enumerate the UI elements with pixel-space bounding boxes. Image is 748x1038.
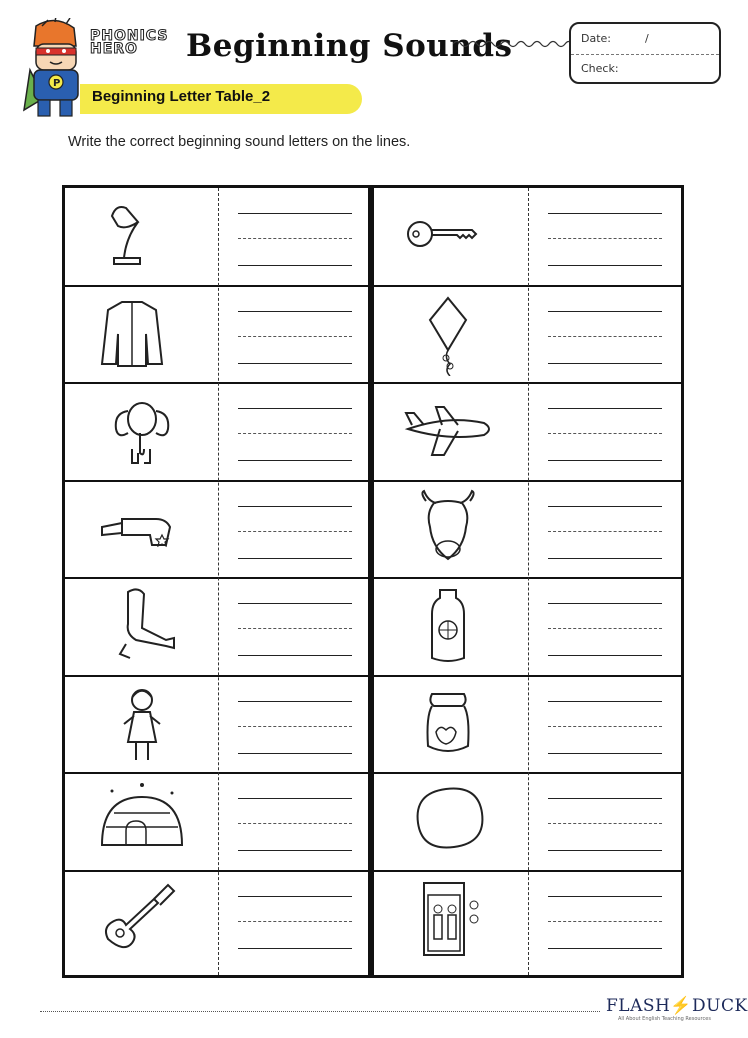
writing-mid-dashed-line — [548, 726, 662, 727]
logo-part-2: DUCK — [692, 996, 748, 1016]
row-separator — [62, 382, 684, 384]
igloo-icon — [92, 779, 192, 863]
writing-lines[interactable] — [548, 603, 662, 663]
writing-base-line — [238, 948, 352, 949]
writing-base-line — [238, 753, 352, 754]
writing-base-line — [238, 363, 352, 364]
kite-icon — [398, 292, 498, 376]
writing-lines[interactable] — [548, 213, 662, 273]
writing-top-line — [238, 798, 352, 799]
writing-mid-dashed-line — [238, 628, 352, 629]
writing-top-line — [548, 701, 662, 702]
writing-base-line — [548, 558, 662, 559]
writing-mid-dashed-line — [238, 823, 352, 824]
writing-base-line — [548, 265, 662, 266]
writing-base-line — [548, 850, 662, 851]
writing-top-line — [238, 603, 352, 604]
guitar-icon — [92, 877, 192, 961]
writing-top-line — [548, 798, 662, 799]
writing-mid-dashed-line — [548, 531, 662, 532]
writing-mid-dashed-line — [548, 238, 662, 239]
key-icon — [398, 194, 498, 278]
writing-top-line — [238, 701, 352, 702]
footer-divider — [40, 1011, 600, 1012]
writing-lines[interactable] — [548, 311, 662, 371]
writing-lines[interactable] — [548, 506, 662, 566]
row-separator — [62, 577, 684, 579]
writing-lines[interactable] — [548, 896, 662, 956]
writing-mid-dashed-line — [548, 433, 662, 434]
writing-base-line — [238, 655, 352, 656]
writing-lines[interactable] — [238, 311, 352, 371]
writing-top-line — [238, 506, 352, 507]
row-separator — [62, 675, 684, 677]
writing-top-line — [238, 311, 352, 312]
writing-lines[interactable] — [548, 798, 662, 858]
date-label: Date: — [581, 32, 611, 45]
arm-icon — [92, 584, 192, 668]
writing-lines[interactable] — [238, 798, 352, 858]
svg-text:P: P — [53, 78, 61, 89]
cell-dashed-divider — [528, 188, 529, 975]
writing-mid-dashed-line — [238, 921, 352, 922]
instruction-text: Write the correct beginning sound letters on the lines. — [68, 134, 411, 150]
bolt-icon: ⚡ — [670, 996, 693, 1016]
jam-jar-icon — [398, 682, 498, 766]
writing-lines[interactable] — [238, 408, 352, 468]
writing-lines[interactable] — [238, 213, 352, 273]
writing-mid-dashed-line — [548, 921, 662, 922]
row-separator — [62, 870, 684, 872]
writing-base-line — [548, 363, 662, 364]
writing-mid-dashed-line — [548, 823, 662, 824]
row-separator — [62, 772, 684, 774]
lamp-icon — [92, 194, 192, 278]
writing-mid-dashed-line — [548, 628, 662, 629]
writing-base-line — [548, 655, 662, 656]
elevator-icon — [398, 877, 498, 961]
writing-base-line — [548, 753, 662, 754]
writing-top-line — [238, 213, 352, 214]
writing-top-line — [238, 408, 352, 409]
elephant-icon — [92, 389, 192, 473]
writing-base-line — [548, 948, 662, 949]
writing-lines[interactable] — [238, 506, 352, 566]
page-title: Beginning Sounds — [186, 28, 513, 64]
writing-mid-dashed-line — [238, 433, 352, 434]
writing-top-line — [238, 896, 352, 897]
date-slash: / — [645, 32, 649, 45]
writing-top-line — [548, 213, 662, 214]
row-separator — [62, 480, 684, 482]
lemon-icon — [398, 779, 498, 863]
writing-mid-dashed-line — [238, 238, 352, 239]
writing-mid-dashed-line — [238, 726, 352, 727]
writing-top-line — [548, 506, 662, 507]
girl-icon — [92, 682, 192, 766]
logo-part-1: FLASH — [606, 996, 671, 1016]
row-separator — [62, 285, 684, 287]
writing-lines[interactable] — [548, 408, 662, 468]
writing-top-line — [548, 896, 662, 897]
check-label: Check: — [581, 62, 619, 75]
writing-base-line — [548, 460, 662, 461]
writing-mid-dashed-line — [238, 336, 352, 337]
subtitle: Beginning Letter Table_2 — [92, 88, 271, 105]
writing-lines[interactable] — [238, 701, 352, 761]
flashduck-logo — [606, 996, 748, 1016]
writing-top-line — [548, 408, 662, 409]
writing-base-line — [238, 558, 352, 559]
writing-mid-dashed-line — [548, 336, 662, 337]
writing-base-line — [238, 850, 352, 851]
brand-line-2: HERO — [90, 41, 138, 57]
writing-lines[interactable] — [238, 603, 352, 663]
airplane-icon — [398, 389, 498, 473]
writing-top-line — [548, 603, 662, 604]
ox-icon — [398, 487, 498, 571]
writing-base-line — [238, 265, 352, 266]
writing-mid-dashed-line — [238, 531, 352, 532]
brand-line-1: PHONICS — [90, 28, 169, 44]
ray-gun-icon — [92, 487, 192, 571]
cell-dashed-divider — [218, 188, 219, 975]
writing-lines[interactable] — [548, 701, 662, 761]
footer-tagline: All About English Teaching Resources — [618, 1016, 711, 1022]
yogurt-bottle-icon — [398, 584, 498, 668]
writing-lines[interactable] — [238, 896, 352, 956]
writing-top-line — [548, 311, 662, 312]
jacket-icon — [92, 292, 192, 376]
writing-base-line — [238, 460, 352, 461]
